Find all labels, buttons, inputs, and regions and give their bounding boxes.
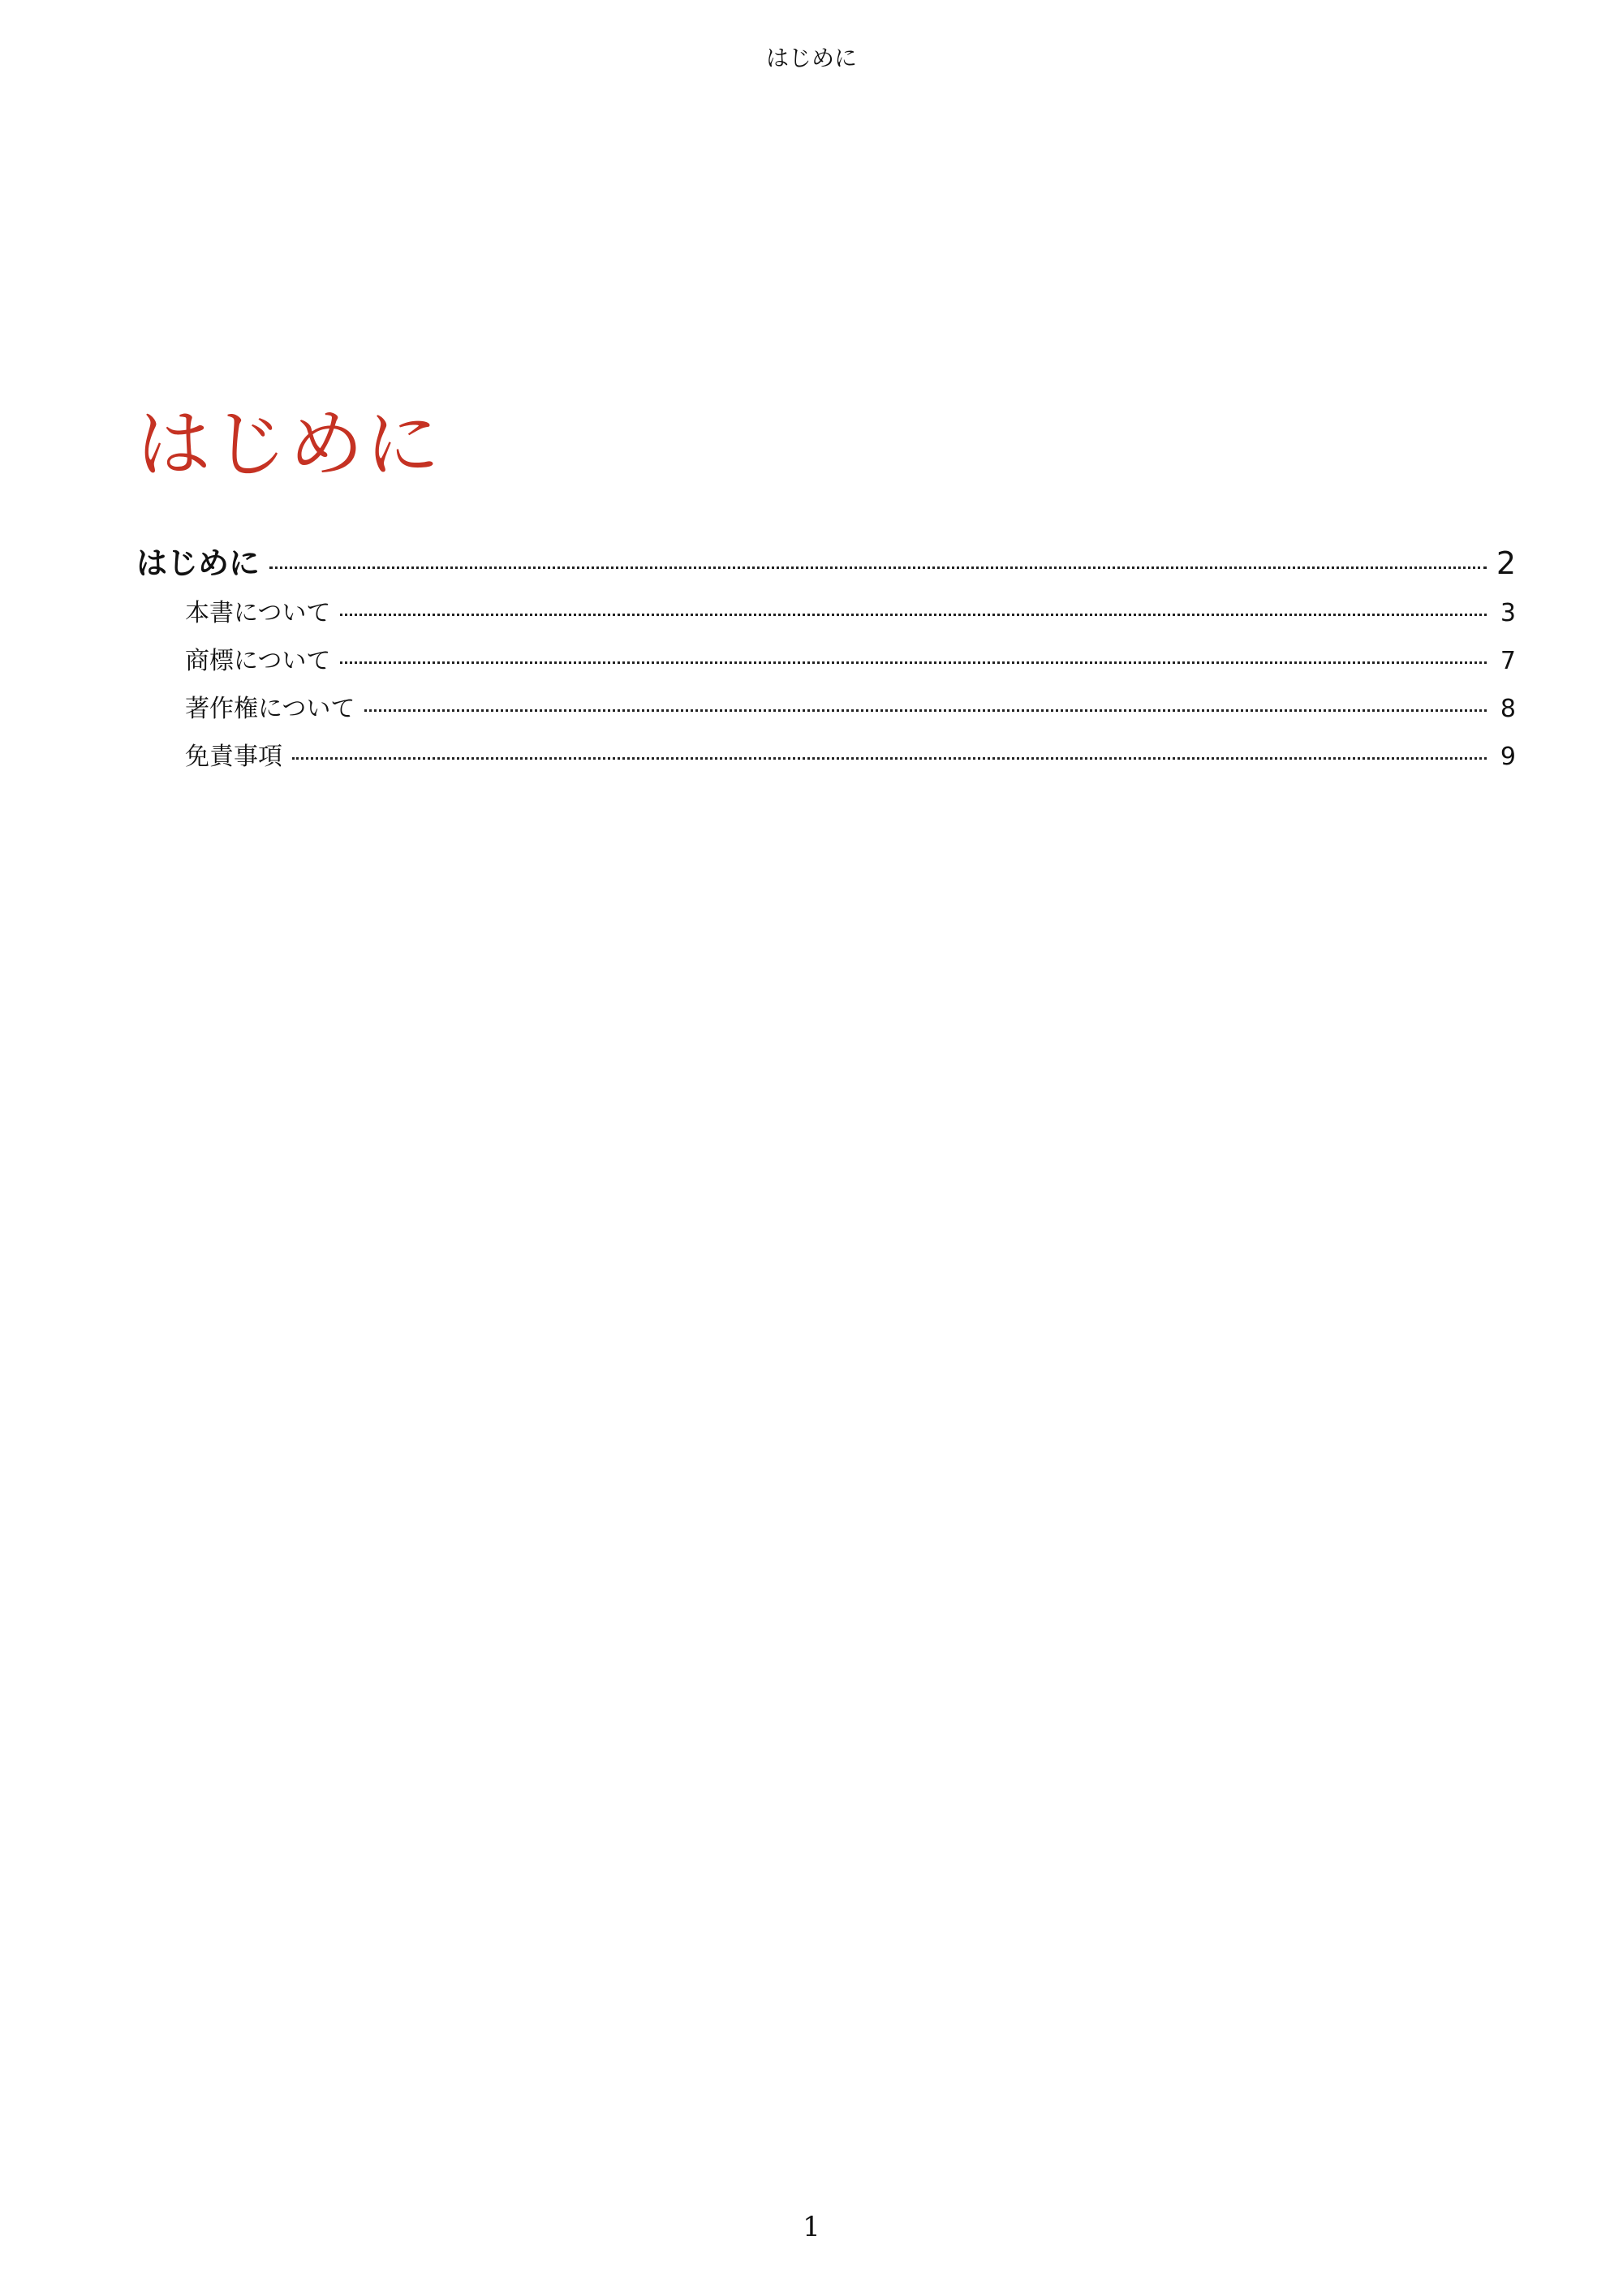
toc-dot-leader (292, 757, 1487, 760)
toc-entry-label: 商標について (185, 647, 331, 675)
toc-entry-copyright[interactable] (136, 693, 1516, 726)
page-number: 1 (803, 2211, 820, 2243)
toc-dot-leader (269, 566, 1487, 569)
toc-entry-trademarks[interactable] (136, 645, 1516, 678)
toc-entry-disclaimer[interactable] (136, 741, 1516, 773)
toc-dot-leader (364, 709, 1487, 712)
chapter-title: はじめに (136, 401, 442, 488)
toc-entry-about-this-book[interactable] (136, 597, 1516, 630)
toc-page-number: 9 (1500, 743, 1516, 771)
toc-entry-label: 免責事項 (185, 743, 282, 771)
toc-entry-label: 著作権について (185, 695, 355, 723)
toc-entry-label: 本書について (185, 599, 331, 627)
toc-entry-label: はじめに (136, 545, 260, 581)
toc-entry-introduction[interactable] (136, 544, 1516, 583)
toc-dot-leader (340, 661, 1487, 664)
running-header: はじめに (765, 45, 857, 71)
toc-page-number: 2 (1496, 545, 1516, 581)
toc-page-number: 3 (1500, 599, 1516, 627)
toc-page-number: 7 (1500, 647, 1516, 675)
toc-page-number: 8 (1500, 695, 1516, 723)
toc-dot-leader (340, 614, 1487, 616)
